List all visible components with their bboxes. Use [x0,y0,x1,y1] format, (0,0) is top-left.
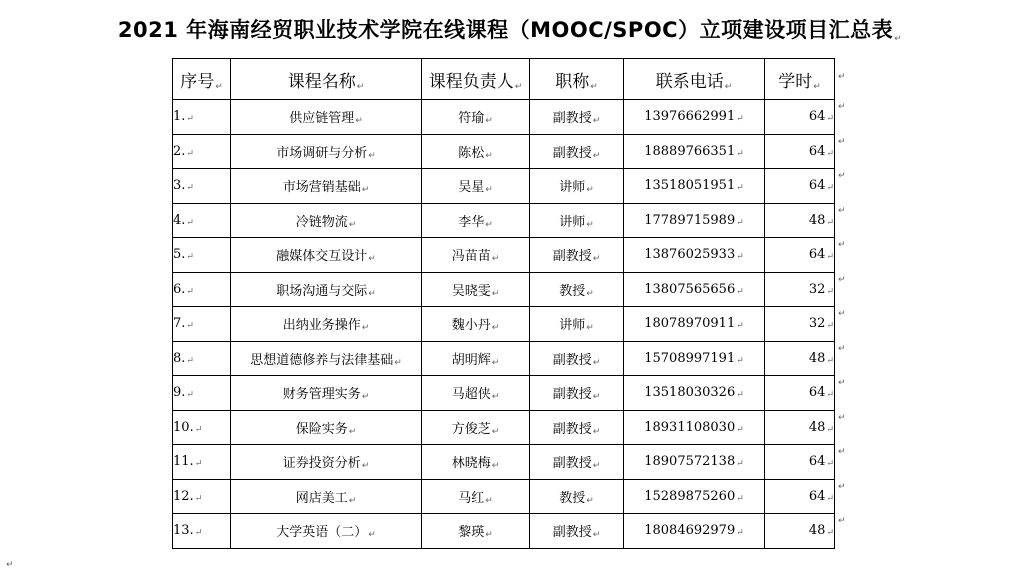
course-summary-table [172,58,835,549]
header-hours: 学时↵ [765,59,835,100]
cell-course-lead: 冯苗苗↵ [422,238,530,273]
paragraph-mark-icon: ↵ [186,390,194,401]
cell-course-lead: 陈松↵ [422,134,530,169]
cell-hours: 48↵ [765,410,835,445]
cell-course-name: 融媒体交互设计↵ [231,238,422,273]
cell-course-name: 市场调研与分析↵ [231,134,422,169]
cell-phone: 17789715989↵ [624,203,765,238]
paragraph-mark-icon: ↵ [194,459,203,470]
cell-course-name: 职场沟通与交际↵ [231,272,422,307]
paragraph-mark-icon: ↵ [586,219,594,230]
paragraph-mark-icon: ↵ [826,148,834,159]
paragraph-mark-icon: ↵ [348,426,357,437]
header-no: 序号↵ [173,59,231,100]
paragraph-mark-icon: ↵ [368,288,376,299]
paragraph-mark-icon: ↵ [361,461,370,472]
paragraph-mark-icon: ↵ [826,493,834,504]
paragraph-mark-icon: ↵ [736,217,744,228]
paragraph-mark-icon: ↵ [355,116,363,127]
cell-hours: 64↵ [765,238,835,273]
cell-phone: 15708997191↵ [624,341,765,376]
cell-title: 副教授↵ [530,134,624,169]
cell-phone: 18931108030↵ [624,410,765,445]
paragraph-mark-icon: ↵ [838,343,846,354]
cell-phone: 18084692979↵ [624,514,765,549]
paragraph-mark-icon: ↵ [194,528,203,539]
cell-course-lead: 马红↵ [422,479,530,514]
paragraph-mark-icon: ↵ [485,219,493,230]
cell-phone: 15289875260↵ [624,479,765,514]
paragraph-mark-icon: ↵ [838,240,846,250]
cell-hours: 64↵ [765,169,835,204]
paragraph-mark-icon: ↵ [368,530,376,541]
paragraph-mark-icon: ↵ [838,205,846,216]
cell-course-lead: 符瑜↵ [422,100,530,135]
table-row [173,100,835,135]
paragraph-mark-icon: ↵ [592,426,601,437]
cell-course-lead: 魏小丹↵ [422,307,530,342]
paragraph-mark-icon: ↵ [186,252,194,263]
cell-no: 2.↵ [173,134,231,169]
paragraph-mark-icon: ↵ [194,424,203,435]
paragraph-mark-icon: ↵ [826,321,834,332]
paragraph-mark-icon: ↵ [838,447,846,457]
paragraph-mark-icon: ↵ [491,392,500,403]
paragraph-mark-icon: ↵ [736,424,744,435]
paragraph-mark-icon: ↵ [826,528,834,539]
paragraph-mark-icon: ↵ [586,323,594,334]
paragraph-mark-icon: ↵ [838,274,846,285]
document-title-text: 2021 年海南经贸职业技术学院在线课程（MOOC/SPOC）立项建设项目汇总表 [117,18,894,42]
document-title [0,14,1020,44]
cell-hours: 48↵ [765,341,835,376]
paragraph-mark-icon: ↵ [736,148,744,159]
cell-phone: 13976662991↵ [624,100,765,135]
paragraph-mark-icon: ↵ [186,148,194,159]
paragraph-mark-icon: ↵ [838,171,846,181]
paragraph-mark-icon: ↵ [491,323,500,334]
cell-title: 副教授↵ [530,376,624,411]
paragraph-mark-icon: ↵ [838,72,846,82]
paragraph-mark-icon: ↵ [838,378,846,388]
header-course-lead: 课程负责人↵ [422,59,530,100]
cell-phone: 13807565656↵ [624,272,765,307]
cell-course-lead: 吴星↵ [422,169,530,204]
cell-no: 11.↵ [173,445,231,480]
paragraph-mark-icon: ↵ [736,493,744,504]
cell-course-lead: 方俊芝↵ [422,410,530,445]
paragraph-mark-icon: ↵ [826,459,834,470]
paragraph-mark-icon: ↵ [736,252,744,263]
cell-course-name: 思想道德修养与法律基础↵ [231,341,422,376]
paragraph-mark-icon: ↵ [186,217,194,228]
paragraph-mark-icon: ↵ [485,116,493,127]
cell-title: 讲师↵ [530,307,624,342]
cell-course-name: 冷链物流↵ [231,203,422,238]
paragraph-mark-icon: ↵ [736,286,744,297]
cell-hours: 48↵ [765,514,835,549]
cell-no: 6.↵ [173,272,231,307]
cell-title: 副教授↵ [530,341,624,376]
paragraph-mark-icon: ↵ [186,321,194,332]
paragraph-mark-icon: ↵ [592,530,601,541]
paragraph-mark-icon: ↵ [838,102,846,112]
paragraph-mark-icon: ↵ [491,461,500,472]
paragraph-mark-icon: ↵ [586,495,594,506]
paragraph-mark-icon: ↵ [736,321,744,332]
paragraph-mark-icon: ↵ [826,217,834,228]
paragraph-mark-icon: ↵ [368,254,376,265]
paragraph-mark-icon: ↵ [586,185,594,196]
paragraph-mark-icon: ↵ [356,81,365,92]
cell-phone: 18078970911↵ [624,307,765,342]
paragraph-mark-icon: ↵ [736,459,744,470]
cell-title: 副教授↵ [530,445,624,480]
paragraph-mark-icon: ↵ [491,254,500,265]
paragraph-mark-icon: ↵ [485,530,493,541]
cell-course-lead: 马超侠↵ [422,376,530,411]
paragraph-mark-icon: ↵ [592,150,601,161]
cell-title: 讲师↵ [530,203,624,238]
cell-hours: 64↵ [765,376,835,411]
cell-course-name: 大学英语（二）↵ [231,514,422,549]
paragraph-mark-icon: ↵ [838,516,846,526]
paragraph-mark-icon: ↵ [394,357,402,368]
paragraph-mark-icon: ↵ [724,81,733,92]
paragraph-mark-icon: ↵ [485,150,493,161]
paragraph-mark-icon: ↵ [514,81,523,92]
cell-hours: 48↵ [765,203,835,238]
table-row [173,410,835,445]
paragraph-mark-icon: ↵ [485,185,493,196]
table-row [173,169,835,204]
cell-phone: 13518051951↵ [624,169,765,204]
cell-title: 副教授↵ [530,238,624,273]
paragraph-mark-icon: ↵ [838,309,846,319]
cell-course-name: 证券投资分析↵ [231,445,422,480]
cell-course-name: 供应链管理↵ [231,100,422,135]
cell-phone: 18907572138↵ [624,445,765,480]
paragraph-mark-icon: ↵ [736,528,744,539]
cell-course-lead: 林晓梅↵ [422,445,530,480]
paragraph-mark-icon: ↵ [361,185,370,196]
paragraph-mark-icon: ↵ [838,136,846,147]
table-row [173,307,835,342]
paragraph-mark-icon: ↵ [361,323,370,334]
paragraph-mark-icon: ↵ [592,116,601,127]
header-course-name: 课程名称↵ [231,59,422,100]
paragraph-mark-icon: ↵ [592,254,601,265]
cell-course-name: 市场营销基础↵ [231,169,422,204]
paragraph-mark-icon: ↵ [6,560,14,570]
cell-course-name: 保险实务↵ [231,410,422,445]
paragraph-mark-icon: ↵ [186,286,194,297]
cell-hours: 32↵ [765,307,835,342]
paragraph-mark-icon: ↵ [826,252,834,263]
paragraph-mark-icon: ↵ [491,288,500,299]
paragraph-mark-icon: ↵ [826,183,834,194]
cell-title: 教授↵ [530,479,624,514]
cell-hours: 32↵ [765,272,835,307]
paragraph-mark-icon: ↵ [826,390,834,401]
paragraph-mark-icon: ↵ [736,355,744,366]
cell-title: 副教授↵ [530,100,624,135]
paragraph-mark-icon: ↵ [813,81,821,92]
cell-course-name: 网店美工↵ [231,479,422,514]
table-row [173,341,835,376]
paragraph-mark-icon: ↵ [186,114,194,125]
cell-no: 9.↵ [173,376,231,411]
table-body [173,100,835,549]
paragraph-mark-icon: ↵ [368,150,376,161]
cell-course-name: 财务管理实务↵ [231,376,422,411]
table-row [173,272,835,307]
cell-no: 3.↵ [173,169,231,204]
cell-title: 教授↵ [530,272,624,307]
cell-course-lead: 吴晓雯↵ [422,272,530,307]
table-row [173,376,835,411]
paragraph-mark-icon: ↵ [590,81,598,92]
table-header-row [173,59,835,100]
paragraph-mark-icon: ↵ [592,461,601,472]
cell-no: 10.↵ [173,410,231,445]
cell-hours: 64↵ [765,134,835,169]
paragraph-mark-icon: ↵ [592,392,601,403]
paragraph-mark-icon: ↵ [736,183,744,194]
cell-phone: 18889766351↵ [624,134,765,169]
paragraph-mark-icon: ↵ [194,493,203,504]
cell-title: 副教授↵ [530,514,624,549]
cell-phone: 13518030326↵ [624,376,765,411]
paragraph-mark-icon: ↵ [485,495,493,506]
paragraph-mark-icon: ↵ [826,424,834,435]
paragraph-mark-icon: ↵ [826,286,834,297]
cell-no: 7.↵ [173,307,231,342]
header-title: 职称↵ [530,59,624,100]
paragraph-mark-icon: ↵ [736,114,744,125]
table-row [173,238,835,273]
table-row [173,203,835,238]
paragraph-mark-icon: ↵ [894,34,903,44]
cell-phone: 13876025933↵ [624,238,765,273]
paragraph-mark-icon: ↵ [186,183,194,194]
cell-course-lead: 李华↵ [422,203,530,238]
paragraph-mark-icon: ↵ [186,355,194,366]
cell-hours: 64↵ [765,445,835,480]
paragraph-mark-icon: ↵ [838,412,846,423]
cell-course-lead: 黎瑛↵ [422,514,530,549]
paragraph-mark-icon: ↵ [491,357,500,368]
paragraph-mark-icon: ↵ [348,219,357,230]
header-phone: 联系电话↵ [624,59,765,100]
paragraph-mark-icon: ↵ [361,392,370,403]
paragraph-mark-icon: ↵ [838,481,846,492]
paragraph-mark-icon: ↵ [348,495,357,506]
table-row [173,445,835,480]
cell-title: 讲师↵ [530,169,624,204]
paragraph-mark-icon: ↵ [736,390,744,401]
paragraph-mark-icon: ↵ [586,288,594,299]
paragraph-mark-icon: ↵ [826,114,834,125]
cell-no: 8.↵ [173,341,231,376]
cell-no: 12.↵ [173,479,231,514]
cell-no: 5.↵ [173,238,231,273]
paragraph-mark-icon: ↵ [491,426,500,437]
cell-no: 13.↵ [173,514,231,549]
cell-title: 副教授↵ [530,410,624,445]
paragraph-mark-icon: ↵ [215,81,223,92]
table-row [173,479,835,514]
cell-course-lead: 胡明辉↵ [422,341,530,376]
paragraph-mark-icon: ↵ [592,357,601,368]
cell-hours: 64↵ [765,100,835,135]
table-row [173,514,835,549]
cell-course-name: 出纳业务操作↵ [231,307,422,342]
table-row [173,134,835,169]
paragraph-mark-icon: ↵ [826,355,834,366]
cell-no: 1.↵ [173,100,231,135]
cell-hours: 64↵ [765,479,835,514]
cell-no: 4.↵ [173,203,231,238]
